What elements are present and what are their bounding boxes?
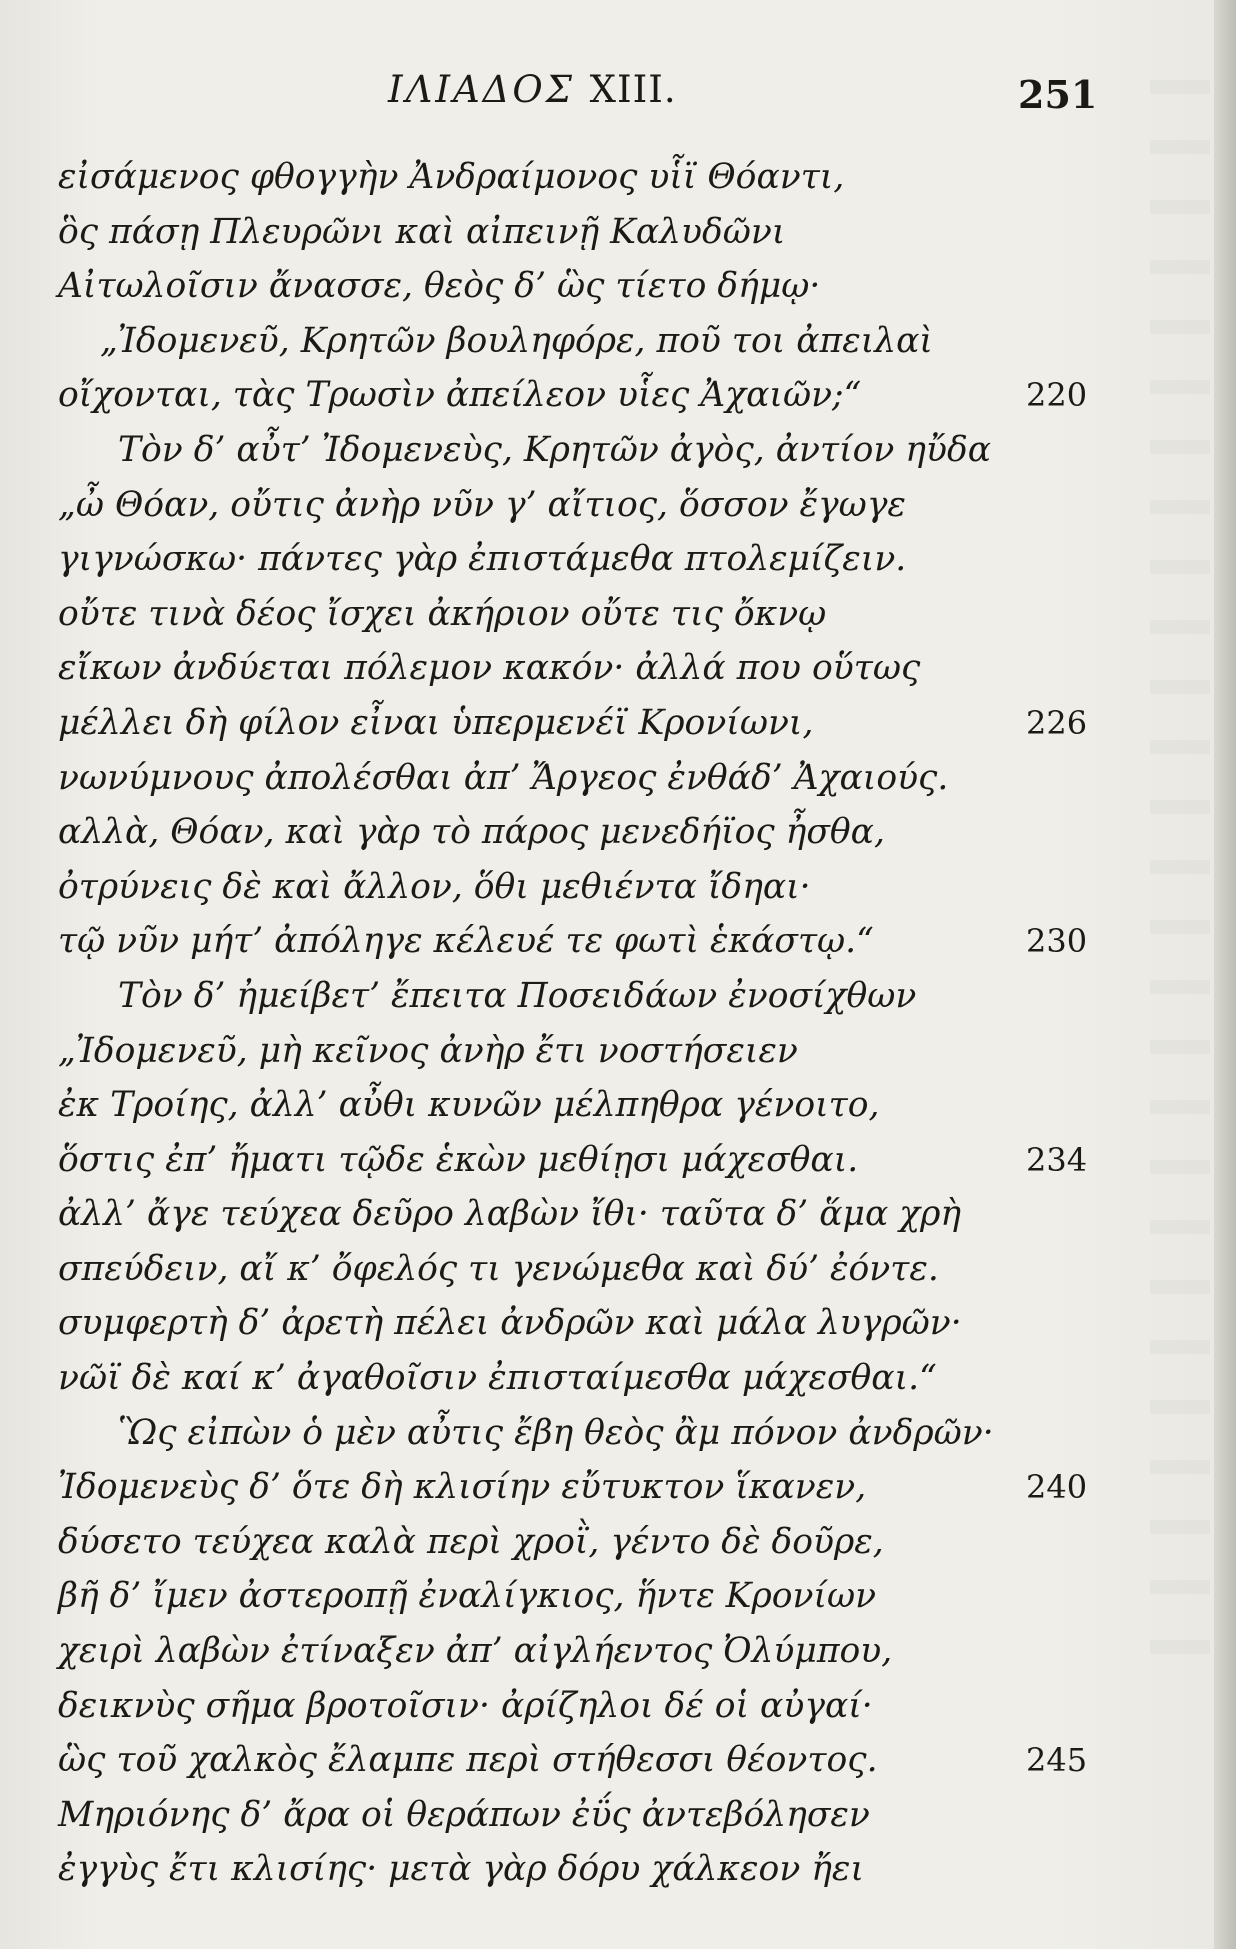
verse-text: Αἰτωλοῖσιν ἄνασσε, θεὸς δ’ ὣς τίετο δήμῳ·: [58, 266, 821, 307]
verse-text: ἐκ Τροίης, ἀλλ’ αὖθι κυνῶν μέλπηθρα γένοιτο,: [58, 1085, 880, 1126]
verse-line: [58, 969, 1058, 1024]
verse-text: γιγνώσκω· πάντες γὰρ ἐπιστάμεθα πτολεμίζειν.: [58, 539, 907, 580]
verse-line: [58, 314, 1058, 369]
verse-text: οἴχονται, τὰς Τρωσὶν ἀπείλεον υἷες Ἀχαιῶν;“: [58, 375, 862, 416]
verse-line: [58, 1624, 1058, 1679]
verse-line: [58, 914, 1088, 969]
line-number: 220: [1026, 376, 1088, 415]
verse-line: [58, 860, 1058, 915]
verse-line: [58, 532, 1058, 587]
verse-line: [58, 751, 1058, 806]
verse-text: αλλὰ, Θόαν, καὶ γὰρ τὸ πάρος μενεδήϊος ἦσθα,: [58, 812, 885, 853]
verse-text: ὃς πάσῃ Πλευρῶνι καὶ αἰπεινῇ Καλυδῶνι: [58, 211, 786, 252]
book-number: XIII.: [589, 68, 677, 111]
verse-line: [58, 1788, 1058, 1843]
line-number: 230: [1026, 922, 1088, 961]
verse-line: [58, 1242, 1058, 1297]
verse-text: συμφερτὴ δ’ ἀρετὴ πέλει ἀνδρῶν καὶ μάλα λυγρῶν·: [58, 1303, 962, 1344]
verse-line: [58, 1133, 1088, 1188]
line-number: 226: [1026, 703, 1088, 742]
verse-text: ἐγγὺς ἔτι κλισίης· μετὰ γὰρ δόρυ χάλκεον ἤει: [58, 1849, 864, 1890]
verse-line: [58, 805, 1058, 860]
verse-line: [58, 205, 1058, 260]
verse-line: [58, 1679, 1058, 1734]
verse-text: „ὦ Θόαν, οὔτις ἀνὴρ νῦν γ’ αἴτιος, ὅσσον ἔγωγε: [58, 484, 906, 525]
verse-text: ἀλλ’ ἄγε τεύχεα δεῦρο λαβὼν ἴθι· ταῦτα δ’ ἅμα χρὴ: [58, 1194, 962, 1235]
verse-line: [58, 478, 1058, 533]
verse-line: [58, 150, 1058, 205]
line-number: 234: [1026, 1140, 1088, 1179]
verse-line: [58, 259, 1058, 314]
verse-text: „Ἰδομενεῦ, μὴ κεῖνος ἀνὴρ ἔτι νοστήσειεν: [58, 1030, 798, 1071]
verse-line: [58, 1078, 1058, 1133]
verse-line: [58, 1842, 1058, 1897]
verse-line: [58, 1460, 1088, 1515]
verse-block: [58, 150, 1088, 1897]
verse-line: [58, 423, 1058, 478]
verse-text: σπεύδειν, αἴ κ’ ὄφελός τι γενώμεθα καὶ δύ’ ἐόντε.: [58, 1248, 939, 1289]
line-number: 240: [1026, 1468, 1088, 1507]
verse-text: δεικνὺς σῆμα βροτοῖσιν· ἀρίζηλοι δέ οἱ αὐγαί·: [58, 1685, 873, 1726]
verse-line: [58, 641, 1058, 696]
verse-text: Ἰδομενεὺς δ’ ὅτε δὴ κλισίην εὔτυκτον ἵκανεν,: [58, 1467, 867, 1508]
verse-text: Τὸν δ’ ἠμείβετ’ ἔπειτα Ποσειδάων ἐνοσίχθων: [118, 975, 917, 1016]
verse-line: [58, 1187, 1058, 1242]
page-edge: [1214, 0, 1236, 1949]
line-number: 245: [1026, 1741, 1088, 1780]
verse-text: τῷ νῦν μήτ’ ἀπόληγε κέλευέ τε φωτὶ ἑκάστῳ.“: [58, 921, 874, 962]
verse-line: [58, 587, 1058, 642]
verse-line: [58, 1733, 1088, 1788]
verse-text: εἰσάμενος φθογγὴν Ἀνδραίμονος υἷϊ Θόαντι,: [58, 157, 845, 197]
verse-text: ὅστις ἐπ’ ἤματι τῷδε ἑκὼν μεθίῃσι μάχεσθαι.: [58, 1139, 859, 1180]
running-title-text: ΙΛΙΑΔΟΣ: [388, 68, 575, 111]
verse-line: [58, 1351, 1058, 1406]
verse-line: [58, 1569, 1058, 1624]
verse-line: [58, 368, 1088, 423]
verse-line: [58, 1515, 1058, 1570]
verse-text: μέλλει δὴ φίλον εἶναι ὑπερμενέϊ Κρονίωνι,: [58, 702, 814, 743]
verse-text: ὣς τοῦ χαλκὸς ἔλαμπε περὶ στήθεσσι θέοντος.: [58, 1740, 878, 1781]
verse-line: [58, 1296, 1058, 1351]
verse-line: [58, 1406, 1058, 1461]
verse-text: Ὣς εἰπὼν ὁ μὲν αὖτις ἔβη θεὸς ἂμ πόνον ἀνδρῶν·: [118, 1412, 994, 1453]
page-number: 251: [1018, 72, 1098, 117]
verse-text: νῶϊ δὲ καί κ’ ἀγαθοῖσιν ἐπισταίμεσθα μάχεσθαι.“: [58, 1358, 937, 1399]
verse-line: [58, 696, 1088, 751]
verse-text: δύσετο τεύχεα καλὰ περὶ χροῒ, γέντο δὲ δοῦρε,: [58, 1521, 884, 1562]
verse-text: „Ἰδομενεῦ, Κρητῶν βουληφόρε, ποῦ τοι ἀπειλαὶ: [100, 320, 933, 361]
bleed-through-shadow: [1150, 80, 1210, 1680]
verse-text: ὀτρύνεις δὲ καὶ ἄλλον, ὅθι μεθιέντα ἴδηαι·: [58, 866, 811, 907]
verse-text: νωνύμνους ἀπολέσθαι ἀπ’ Ἄργεος ἐνθάδ’ Ἀχαιούς.: [58, 757, 949, 798]
running-header: [0, 68, 1236, 128]
verse-text: χειρὶ λαβὼν ἐτίναξεν ἀπ’ αἰγλήεντος Ὀλύμπου,: [58, 1631, 893, 1672]
verse-text: βῆ δ’ ἴμεν ἀστεροπῇ ἐναλίγκιος, ἥντε Κρονίων: [58, 1576, 877, 1617]
verse-text: οὔτε τινὰ δέος ἴσχει ἀκήριον οὔτε τις ὄκνῳ: [58, 593, 827, 634]
verse-text: Τὸν δ’ αὖτ’ Ἰδομενεὺς, Κρητῶν ἀγὸς, ἀντίον ηὔδα: [118, 429, 992, 470]
verse-text: Μηριόνης δ’ ἄρα οἱ θεράπων ἐΰς ἀντεβόλησεν: [58, 1794, 870, 1835]
running-title: [388, 68, 677, 111]
verse-text: εἴκων ἀνδύεται πόλεμον κακόν· ἀλλά που οὕτως: [58, 648, 921, 689]
verse-line: [58, 1024, 1058, 1079]
